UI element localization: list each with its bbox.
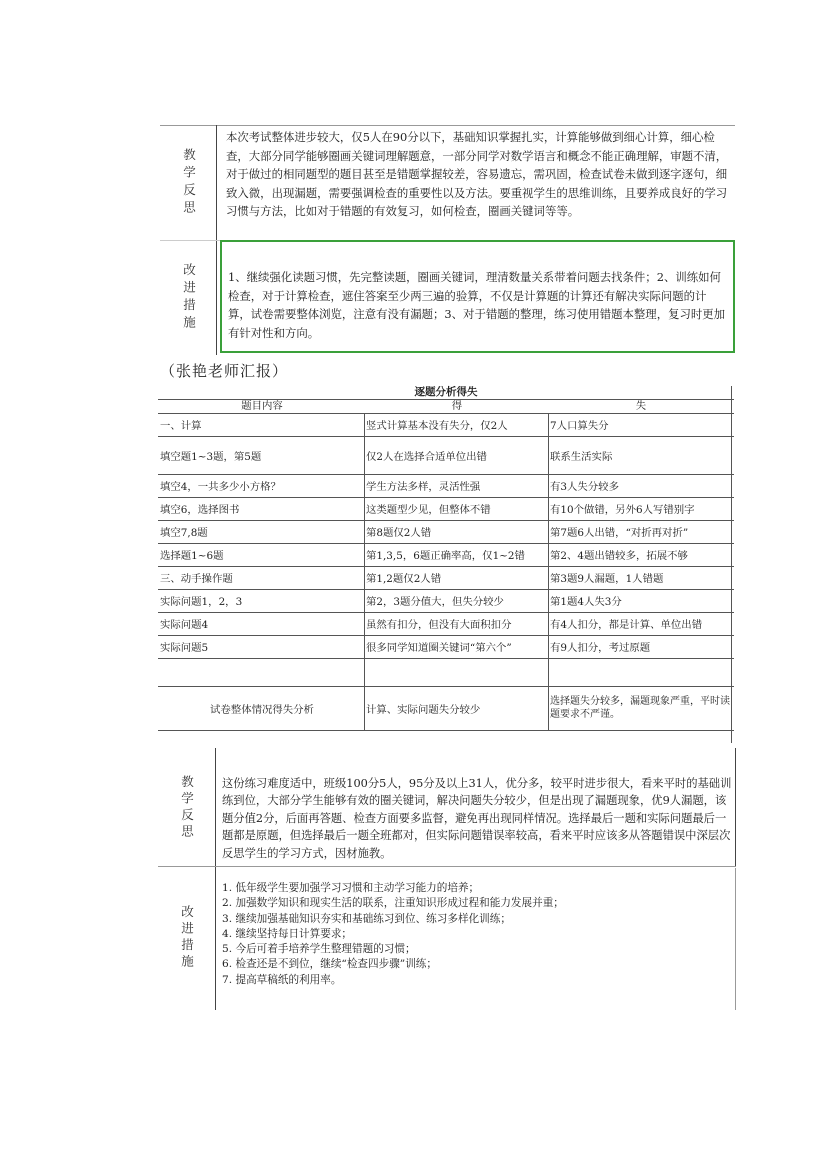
cell-item: 试卷整体情况得失分析 bbox=[210, 703, 314, 716]
teaching-reflection-label: 教学反思 bbox=[179, 775, 195, 841]
cell-gain: 仅2人在选择合适单位出错 bbox=[366, 450, 487, 463]
teaching-reflection-label: 教学反思 bbox=[181, 147, 197, 218]
cell-gain: 竖式计算基本没有失分，仅2人 bbox=[366, 420, 508, 432]
cell-loss: 选择题失分较多，漏题现象严重，平时读题要求不严谨。 bbox=[550, 696, 730, 720]
row-divider bbox=[158, 866, 736, 867]
cell-gain: 学生方法多样，灵活性强 bbox=[366, 481, 481, 493]
header-gain: 得 bbox=[451, 400, 463, 412]
cell-gain: 计算、实际问题失分较少 bbox=[366, 703, 481, 716]
cell-loss: 有9人扣分，考过原题 bbox=[550, 642, 651, 654]
improvement-measures-list bbox=[218, 881, 736, 988]
cell-loss: 有10个做错，另外6人写错别字 bbox=[550, 504, 695, 516]
improvement-measures-label: 改进措施 bbox=[179, 905, 195, 971]
table-title: 逐题分析得失 bbox=[414, 386, 478, 398]
column-line bbox=[364, 413, 365, 730]
cell-gain: 第1,2题仅2人错 bbox=[366, 573, 442, 585]
table-row bbox=[158, 543, 734, 567]
report-caption: （张艳老师汇报） bbox=[160, 362, 289, 380]
cell-item: 选择题1~6题 bbox=[160, 550, 224, 562]
table-row bbox=[158, 612, 734, 636]
table-row bbox=[158, 413, 734, 437]
measure-item: 2. 加强数学知识和现实生活的联系，注重知识形成过程和能力发展并重； bbox=[222, 897, 564, 910]
cell-item: 填空题1~3题，第5题 bbox=[160, 450, 262, 463]
cell-gain bbox=[364, 658, 548, 686]
cell-loss bbox=[548, 658, 732, 686]
cell-item: 实际问题1，2，3 bbox=[160, 596, 243, 608]
header-item: 题目内容 bbox=[241, 400, 283, 412]
measure-item: 5. 今后可着手培养学生整理错题的习惯； bbox=[222, 943, 416, 956]
cell-item: 实际问题5 bbox=[160, 642, 209, 654]
cell-loss: 第7题6人出错，“对折再对折” bbox=[550, 527, 689, 539]
cell-item: 一、计算 bbox=[160, 420, 202, 432]
cell-loss: 有4人扣分，都是计算、单位出错 bbox=[550, 619, 703, 631]
measure-item: 4. 继续坚持每日计算要求； bbox=[222, 927, 353, 940]
cell-gain: 这类题型少见，但整体不错 bbox=[366, 504, 491, 516]
cell-item bbox=[158, 658, 364, 686]
measure-item: 7. 提高草稿纸的利用率。 bbox=[222, 973, 342, 986]
cell-gain: 第8题仅2人错 bbox=[366, 527, 432, 539]
cell-loss: 第1题4人失3分 bbox=[550, 596, 622, 608]
measure-item: 6. 检查还是不到位，继续“检查四步骤”训练； bbox=[222, 958, 437, 971]
header-loss: 失 bbox=[635, 400, 647, 412]
cell-loss: 第3题9人漏题，1人错题 bbox=[550, 573, 664, 585]
table-row bbox=[158, 520, 734, 544]
cell-loss: 7人口算失分 bbox=[550, 420, 609, 432]
cell-item: 三、动手操作题 bbox=[160, 573, 233, 585]
cell-item: 填空6，选择图书 bbox=[160, 504, 240, 516]
reflection-section-1 bbox=[160, 125, 735, 355]
measure-item: 3. 继续加强基础知识夯实和基础练习到位、练习多样化训练； bbox=[222, 912, 511, 925]
table-row bbox=[158, 497, 734, 521]
table-row bbox=[158, 474, 734, 498]
cell-gain: 虽然有扣分，但没有大面积扣分 bbox=[366, 619, 512, 631]
cell-loss: 联系生活实际 bbox=[550, 450, 613, 463]
teaching-reflection-text: 本次考试整体进步较大，仅5人在90分以下，基础知识掌握扎实，计算能够做到细心计算，细心检查，大部分同学能够圈画关键词理解题意，一部分同学对数学语言和概念不能正确理解，审题不清，对于做过的相同题型的题目甚至是错题掌握较差，容易遗忘，需巩固，检查试卷未做到逐字逐句，细致入微，出现漏题，需要强调检查的重要性以及方法。要重视学生的思维训练，且要养成良好的学习习惯与方法，比如对于错题的有效复习，如何检查，圈画关键词等等。 bbox=[226, 130, 728, 219]
table-row bbox=[158, 436, 734, 475]
cell-gain: 第1,3,5，6题正确率高，仅1~2错 bbox=[366, 550, 525, 562]
table-row bbox=[158, 589, 734, 613]
table-row bbox=[158, 658, 734, 687]
measure-item: 1. 低年级学生要加强学习习惯和主动学习能力的培养； bbox=[222, 882, 480, 894]
cell-gain: 很多同学知道圈关键词“第六个” bbox=[366, 642, 512, 654]
table-row bbox=[158, 566, 734, 590]
column-divider bbox=[215, 748, 216, 1010]
teaching-reflection-text: 这份练习难度适中，班级100分5人，95分及以上31人，优分多，较平时进步很大，看来平时的基础训练到位，大部分学生能够有效的圈关键词，解决问题失分较少，但是出现了漏题现象，优9人漏题，该题分值2分，后面再答题、检查方面要多监督，避免再出现同样情况。选择最后一题和实际问题最后一题都是原题，但选择最后一题全班都对，但实际问题错误率较高，看来平时应该多从答题错误中深层次反思学生的学习方式，因材施教。 bbox=[222, 777, 732, 860]
reflection-section-2 bbox=[158, 748, 736, 1010]
table-row bbox=[158, 686, 734, 731]
cell-item: 实际问题4 bbox=[160, 619, 209, 631]
table-header bbox=[158, 399, 734, 414]
cell-item: 填空4，一共多少小方格？ bbox=[160, 481, 281, 493]
table-row bbox=[158, 635, 734, 659]
cell-item: 填空7,8题 bbox=[160, 527, 208, 539]
column-line bbox=[548, 413, 549, 730]
cell-loss: 有3人失分较多 bbox=[550, 481, 619, 493]
improvement-measures-label: 改进措施 bbox=[181, 262, 197, 333]
improvement-measures-text: 1、继续强化读题习惯，先完整读题，圈画关键词，理清数量关系带着问题去找条件；2、训练如何检查，对于计算检查，遮住答案至少两三遍的验算，不仅是计算题的计算还有解决实际问题的计算，试卷需要整体浏览，注意有没有漏题；3、对于错题的整理，练习使用错题本整理，复习时更加有针对性和方向。 bbox=[220, 240, 735, 353]
cell-loss: 第2、4题出错较多，拓展不够 bbox=[550, 550, 688, 562]
cell-gain: 第2，3题分值大，但失分较少 bbox=[366, 596, 504, 608]
